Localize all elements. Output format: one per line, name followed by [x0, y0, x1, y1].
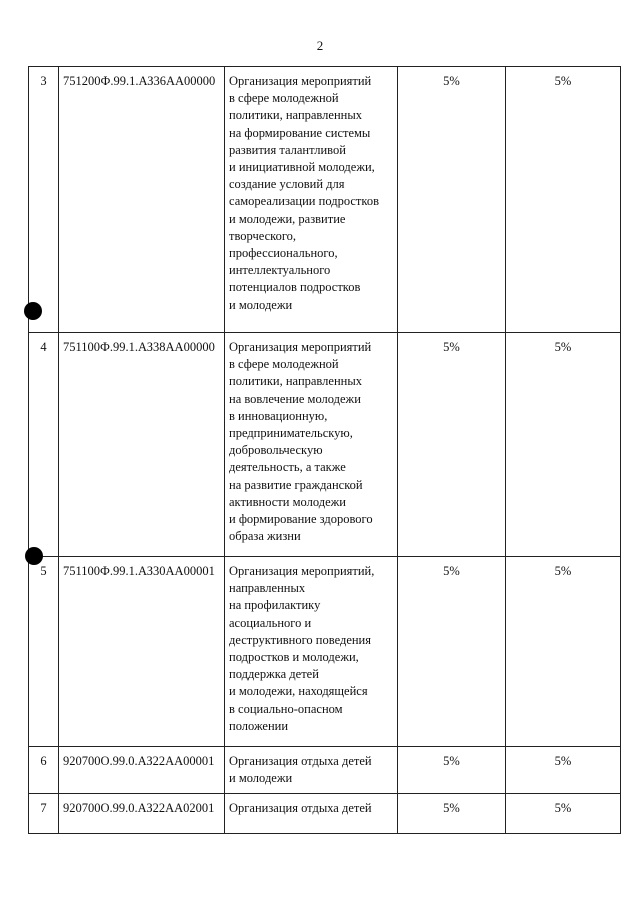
service-name-line: и молодежи: [229, 771, 293, 786]
service-name-line: интеллектуального: [229, 263, 331, 278]
service-name: [225, 67, 398, 333]
service-code: 751200Ф.99.1.АЗ36АА00000: [59, 67, 225, 333]
row-number: 6: [29, 747, 59, 794]
service-code: 751100Ф.99.1.АЗ30АА00001: [59, 557, 225, 747]
deviation-percent-1: 5%: [398, 747, 506, 794]
service-name-line: в инновационную,: [229, 408, 328, 423]
table-row: [29, 67, 621, 333]
service-name-line: деятельность, а также: [229, 460, 346, 475]
deviation-percent-2: 5%: [506, 67, 621, 333]
service-name-line: создание условий для: [229, 177, 345, 192]
deviation-percent-2: 5%: [506, 794, 621, 834]
service-name-line: и формирование здорового: [229, 512, 373, 527]
service-name: [225, 333, 398, 557]
service-name-line: предпринимательскую,: [229, 426, 353, 441]
service-code: 920700О.99.0.АЗ22АА00001: [59, 747, 225, 794]
table-row: [29, 747, 621, 794]
service-name-line: образа жизни: [229, 529, 301, 544]
service-name-line: поддержка детей: [229, 667, 319, 682]
deviation-percent-1: 5%: [398, 794, 506, 834]
service-name-line: на формирование системы: [229, 125, 371, 140]
service-name: [225, 557, 398, 747]
service-name-line: положении: [229, 718, 289, 733]
service-name-line: и инициативной молодежи,: [229, 160, 375, 175]
service-name-line: подростков и молодежи,: [229, 650, 359, 665]
table-row: [29, 794, 621, 834]
table-row: [29, 557, 621, 747]
row-number: 3: [29, 67, 59, 333]
service-name-line: и молодежи: [229, 297, 293, 312]
service-name-line: направленных: [229, 581, 306, 596]
row-number: 4: [29, 333, 59, 557]
service-name-line: Организация отдыха детей: [229, 801, 372, 816]
service-name-line: потенциалов подростков: [229, 280, 361, 295]
service-name-line: на развитие гражданской: [229, 477, 363, 492]
service-name-line: самореализации подростков: [229, 194, 379, 209]
service-name: [225, 747, 398, 794]
service-code: 751100Ф.99.1.АЗ38АА00000: [59, 333, 225, 557]
page-number: 2: [316, 38, 324, 53]
punch-hole-marker: [25, 547, 43, 565]
punch-hole-marker: [24, 302, 42, 320]
service-name-line: на профилактику: [229, 598, 321, 613]
services-table: [28, 66, 621, 834]
deviation-percent-2: 5%: [506, 747, 621, 794]
deviation-percent-1: 5%: [398, 333, 506, 557]
service-name-line: в сфере молодежной: [229, 357, 339, 372]
service-name-line: Организация отдыха детей: [229, 754, 372, 768]
table-body: [29, 67, 621, 834]
row-number: 5: [29, 557, 59, 747]
service-name-line: развития талантливой: [229, 142, 346, 157]
deviation-percent-2: 5%: [506, 333, 621, 557]
service-name-line: Организация мероприятий: [229, 74, 372, 88]
service-name-line: на вовлечение молодежи: [229, 391, 361, 406]
service-name-line: и молодежи, развитие: [229, 211, 346, 226]
service-name-line: активности молодежи: [229, 494, 346, 509]
service-name-line: деструктивного поведения: [229, 632, 371, 647]
service-name-line: Организация мероприятий: [229, 340, 372, 354]
service-code: 920700О.99.0.АЗ22АА02001: [59, 794, 225, 834]
deviation-percent-1: 5%: [398, 67, 506, 333]
service-name-line: творческого,: [229, 228, 297, 243]
service-name-line: политики, направленных: [229, 108, 362, 123]
service-name-line: профессионального,: [229, 246, 338, 261]
service-name-line: в социально-опасном: [229, 701, 343, 716]
table-row: [29, 333, 621, 557]
deviation-percent-1: 5%: [398, 557, 506, 747]
row-number: 7: [29, 794, 59, 834]
deviation-percent-2: 5%: [506, 557, 621, 747]
service-name-line: асоциального и: [229, 615, 312, 630]
service-name-line: в сфере молодежной: [229, 91, 339, 106]
service-name-line: Организация мероприятий,: [229, 564, 375, 578]
service-name-line: добровольческую: [229, 443, 323, 458]
service-name: [225, 794, 398, 834]
service-name-line: политики, направленных: [229, 374, 362, 389]
service-name-line: и молодежи, находящейся: [229, 684, 368, 699]
